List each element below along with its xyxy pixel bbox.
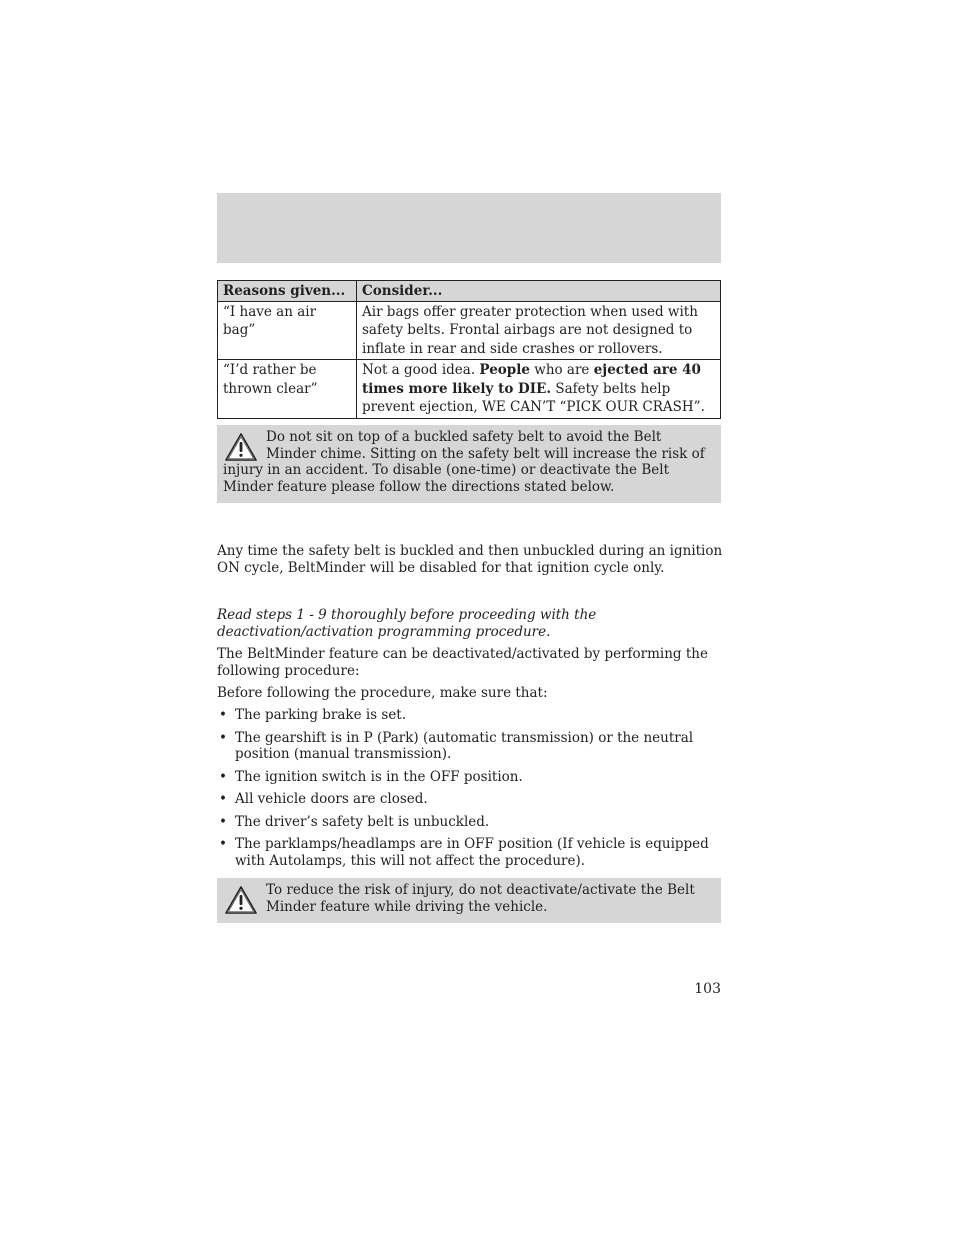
list-item xyxy=(217,707,721,724)
consider-bold: ejected are 40 times more likely to DIE. xyxy=(362,362,701,397)
list-item-text: The parking brake is set. xyxy=(235,707,407,723)
list-item xyxy=(217,836,721,869)
consider-text: Safety belts help prevent ejection, WE CAN’T “PICK OUR CRASH”. xyxy=(362,380,705,415)
list-item xyxy=(217,730,721,763)
table-row xyxy=(218,301,721,360)
disable-paragraph: Any time the safety belt is buckled and then unbuckled during an ignition ON cycle, BeltMinder will be disabled for that ignition cycle only. xyxy=(217,543,723,576)
list-item xyxy=(217,769,721,786)
before-paragraph: Before following the procedure, make sure that: xyxy=(217,685,548,701)
reason-cell: “I have an air bag” xyxy=(218,301,357,360)
consider-text: Not a good idea. xyxy=(362,362,480,378)
table-header-reasons: Reasons given... xyxy=(218,281,357,302)
table-header-row xyxy=(218,281,721,302)
reasons-table xyxy=(217,280,721,419)
table-header-consider: Consider... xyxy=(357,281,721,302)
list-item-text: The ignition switch is in the OFF position. xyxy=(235,768,523,785)
bullet-glyph: • xyxy=(219,836,227,852)
consider-cell xyxy=(357,360,721,419)
read-steps-note: Read steps 1 - 9 thoroughly before proceeding with the deactivation/activation programming procedure. xyxy=(217,607,597,640)
page-number: 103 xyxy=(694,981,721,997)
list-item-text: The gearshift is in P (Park) (automatic transmission) or the neutral position (manual transmission). xyxy=(235,729,694,762)
reason-cell: “I’d rather be thrown clear” xyxy=(218,360,357,419)
warning-text: Do not sit on top of a buckled safety belt to avoid the Belt Minder chime. Sitting on the safety belt will increase the risk of injury in an accident. To disable (one-time) or deactivate the Belt Minder feature please follow the directions stated below. xyxy=(223,429,705,495)
list-item xyxy=(217,791,721,808)
warning-box-driving xyxy=(217,878,721,923)
precondition-list xyxy=(217,707,721,875)
warning-triangle-icon xyxy=(224,432,258,462)
consider-bold: People xyxy=(479,362,530,378)
list-item-text: The driver’s safety belt is unbuckled. xyxy=(235,813,490,830)
bullet-glyph: • xyxy=(219,707,227,723)
consider-cell: Air bags offer greater protection when used with safety belts. Frontal airbags are not designed to inflate in rear and side crashes or rollovers. xyxy=(357,301,721,360)
bullet-glyph: • xyxy=(219,768,227,785)
section-header-band xyxy=(217,193,721,263)
bullet-glyph: • xyxy=(219,729,227,746)
table-row xyxy=(218,360,721,419)
warning-triangle-icon xyxy=(224,885,258,915)
bullet-glyph: • xyxy=(219,791,227,807)
warning-box-belt-minder xyxy=(217,425,721,503)
list-item xyxy=(217,814,721,831)
feature-paragraph: The BeltMinder feature can be deactivated/activated by performing the following procedure: xyxy=(217,646,708,679)
bullet-glyph: • xyxy=(219,813,227,830)
list-item-text: The parklamps/headlamps are in OFF position (If vehicle is equipped with Autolamps, this will not affect the procedure). xyxy=(235,836,709,869)
warning-text: To reduce the risk of injury, do not deactivate/activate the Belt Minder feature while driving the vehicle. xyxy=(266,882,695,915)
consider-text: who are xyxy=(529,362,594,378)
list-item-text: All vehicle doors are closed. xyxy=(235,791,428,807)
